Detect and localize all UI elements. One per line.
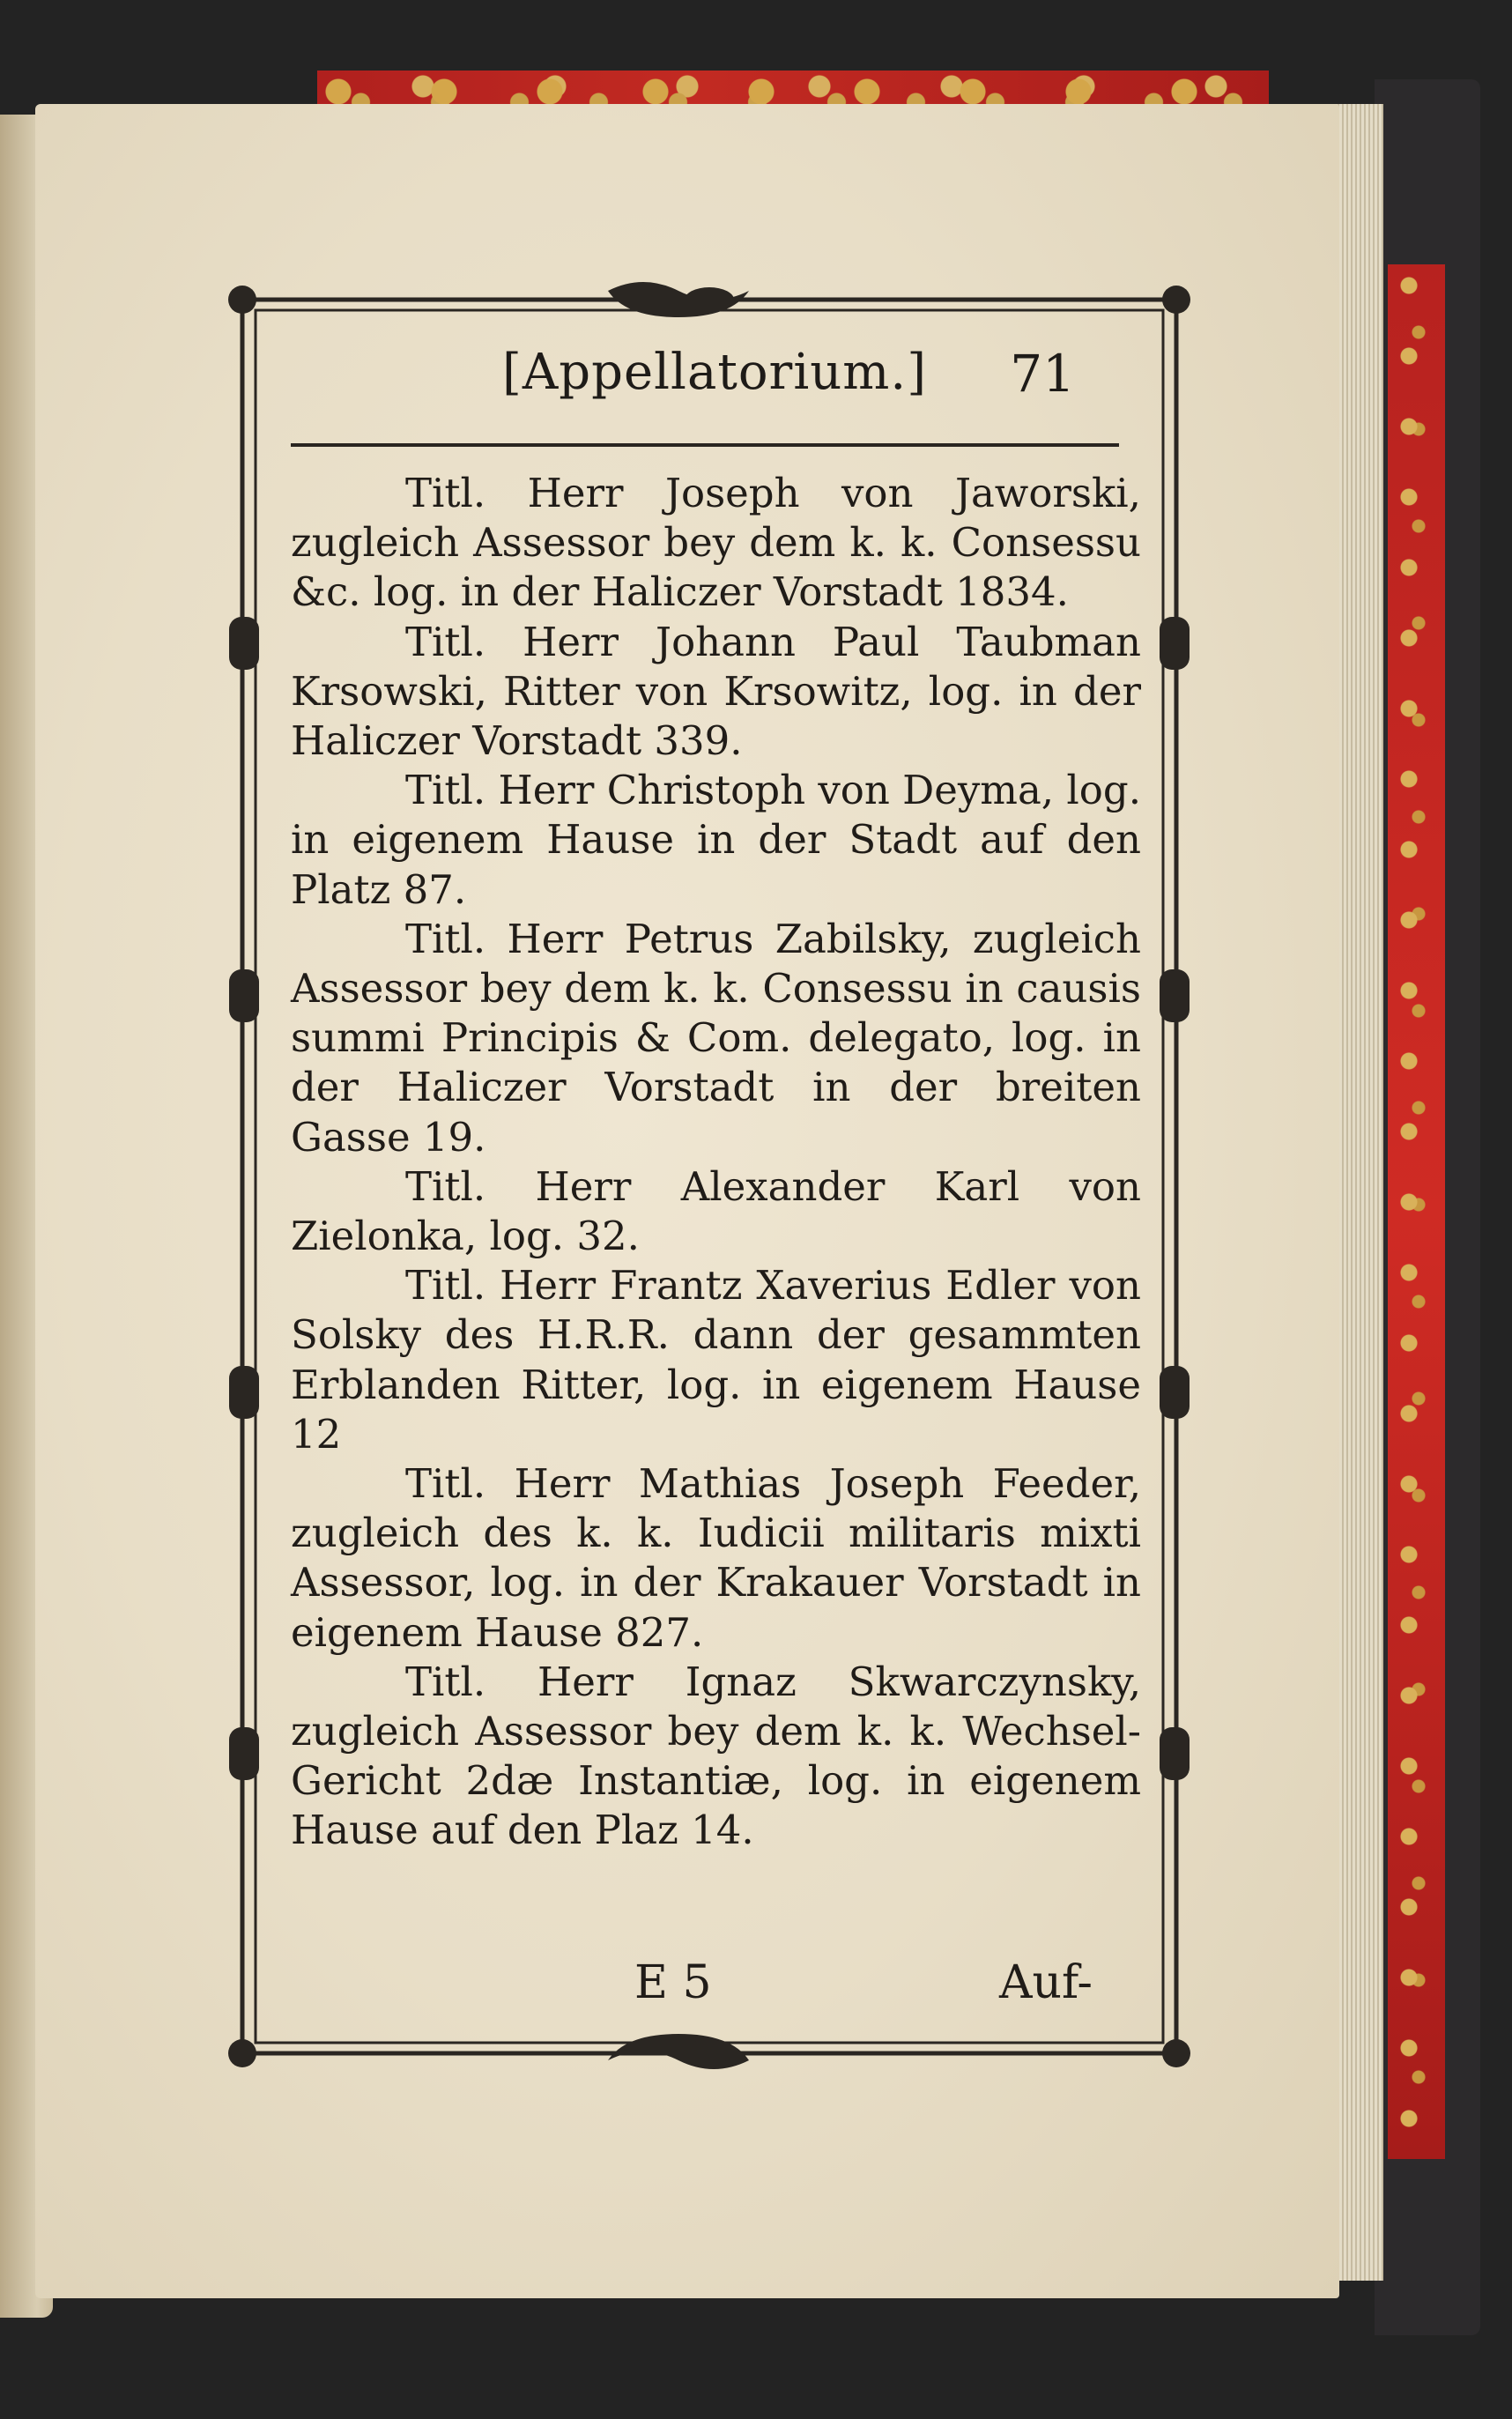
header-rule bbox=[291, 443, 1119, 447]
page-header bbox=[291, 344, 1128, 423]
entry-solsky: Titl. Herr Frantz Xaverius Edler von Solsky des H.R.R. dann der gesammten Erblanden Ritter, log. in eigenem Hause 12 bbox=[291, 1262, 1141, 1458]
entry-zabilsky: Titl. Herr Petrus Zabilsky, zugleich Assessor bey dem k. k. Consessu in causis summi Principis & Com. delegato, log. in der Haliczer Vorstadt in der breiten Gasse 19. bbox=[291, 915, 1141, 1161]
page-footer bbox=[291, 1956, 1128, 2027]
running-head: [Appellatorium.] bbox=[502, 344, 928, 401]
signature-mark: E 5 bbox=[634, 1956, 712, 2009]
entry-jaworski: Titl. Herr Joseph von Jaworski, zugleich Assessor bey dem k. k. Consessu &c. log. in der Haliczer Vorstadt 1834. bbox=[291, 470, 1141, 616]
page-number: 71 bbox=[1010, 344, 1075, 404]
entry-deyma: Titl. Herr Christoph von Deyma, log. in eigenem Hause in der Stadt auf den Platz 87. bbox=[291, 767, 1142, 913]
entry-list bbox=[291, 469, 1141, 1856]
entry-taubman: Titl. Herr Johann Paul Taubman Krsowski, Ritter von Krsowitz, log. in der Haliczer Vorstadt 339. bbox=[291, 618, 1141, 765]
entry-feeder: Titl. Herr Mathias Joseph Feeder, zugleich des k. k. Iudicii militaris mixti Assessor, log. in der Krakauer Vorstadt in eigenem Hause 827. bbox=[291, 1460, 1141, 1656]
entry-skwarczynsky: Titl. Herr Ignaz Skwarczynsky, zugleich Assessor bey dem k. k. Wechsel-Gericht 2dæ Instantiæ, log. in eigenem Hause auf den Plaz 14. bbox=[291, 1658, 1141, 1854]
entry-zielonka: Titl. Herr Alexander Karl von Zielonka, log. 32. bbox=[291, 1162, 1141, 1260]
catchword: Auf- bbox=[998, 1956, 1093, 2009]
marbled-endpaper-right bbox=[1388, 264, 1445, 2159]
